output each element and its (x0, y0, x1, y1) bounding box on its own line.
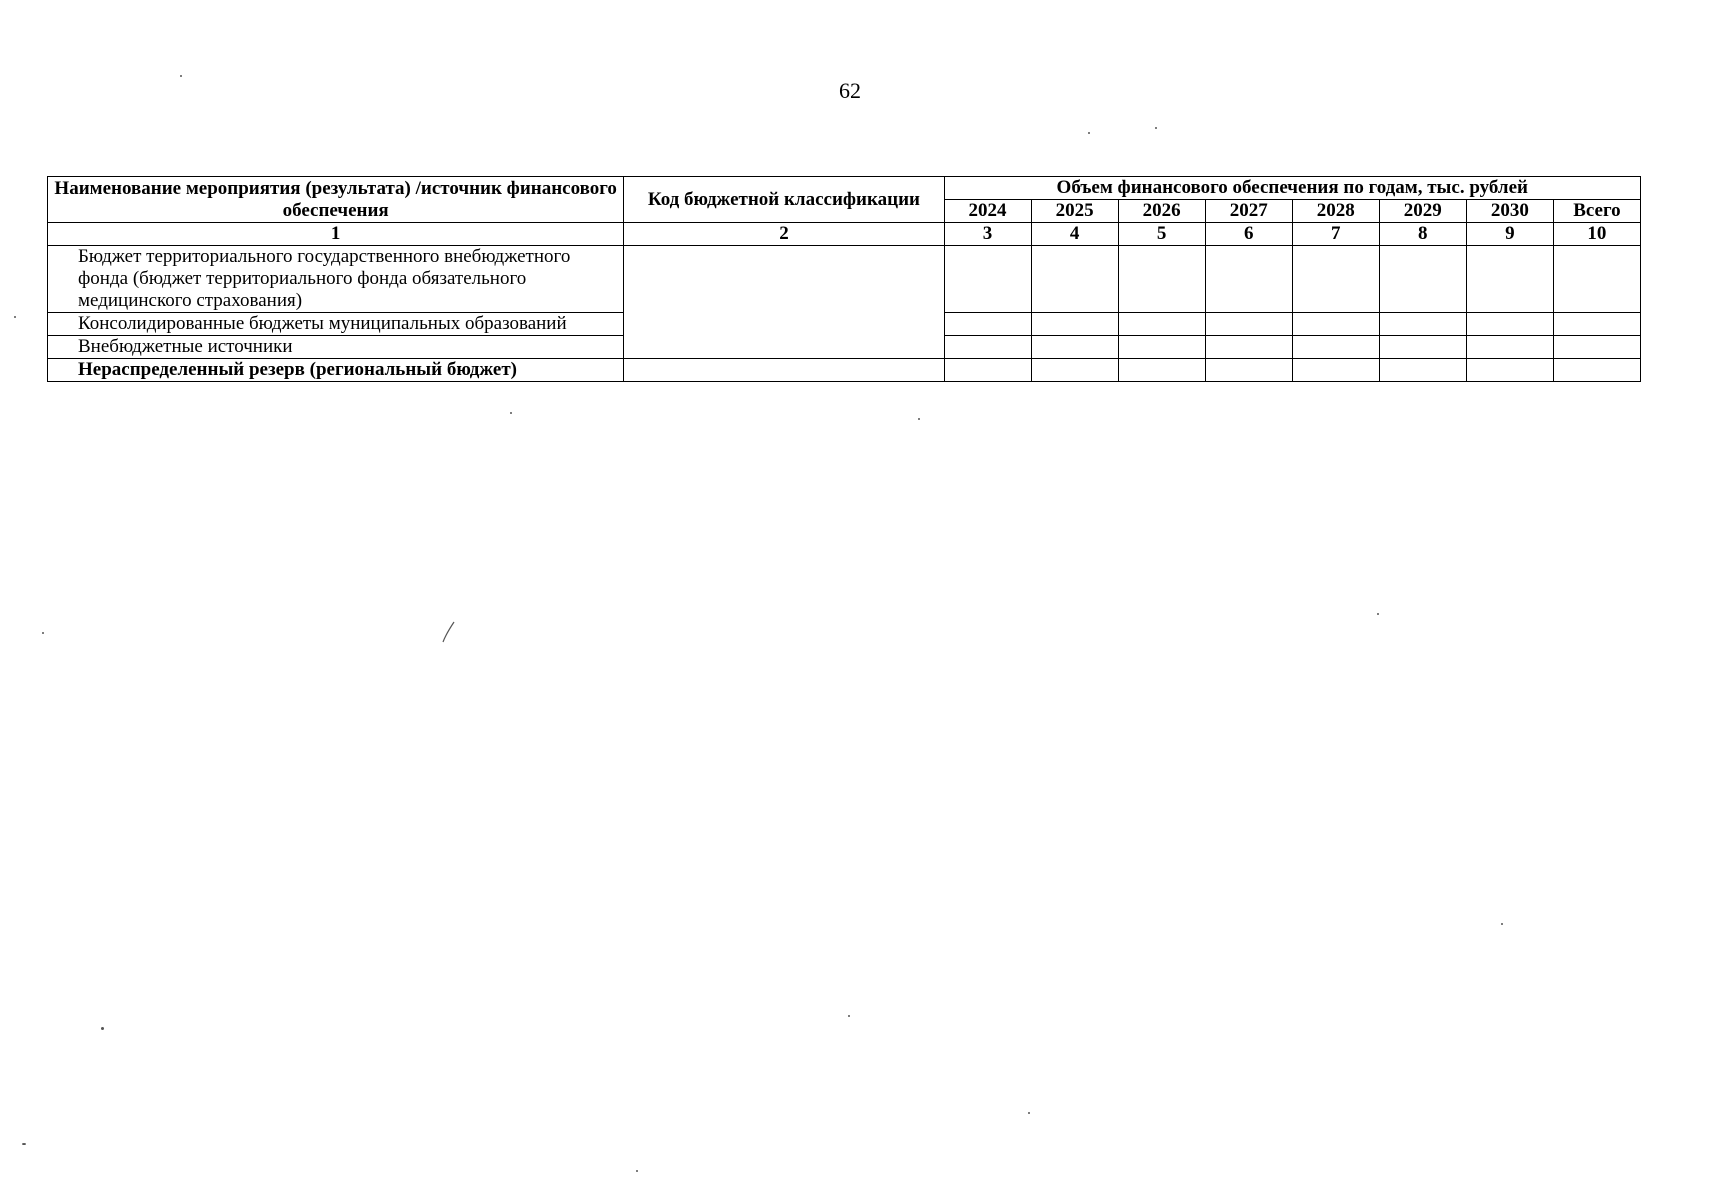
value-cell (1292, 359, 1379, 382)
scan-speck (848, 1015, 850, 1017)
value-cell (1379, 359, 1466, 382)
column-number: 1 (48, 223, 624, 246)
row-code-cell (624, 246, 944, 359)
value-cell (1031, 336, 1118, 359)
value-cell (1292, 313, 1379, 336)
row-name: Внебюджетные источники (48, 336, 624, 359)
value-cell (1205, 359, 1292, 382)
column-number: 8 (1379, 223, 1466, 246)
value-cell (1205, 246, 1292, 313)
value-cell (1118, 336, 1205, 359)
value-cell (1466, 313, 1553, 336)
page-number: 62 (839, 78, 861, 103)
scan-speck (1501, 923, 1503, 925)
header-total: Всего (1553, 200, 1640, 223)
value-cell (1031, 359, 1118, 382)
scan-speck (636, 1170, 638, 1172)
row-name: Бюджет территориального государственного внебюджетного фонда (бюджет территориального фонда обязательного медицинского страхования) (48, 246, 624, 313)
row-code-cell (624, 359, 944, 382)
header-year: 2026 (1118, 200, 1205, 223)
scan-speck (918, 418, 920, 420)
header-year: 2030 (1466, 200, 1553, 223)
value-cell (944, 313, 1031, 336)
column-number: 9 (1466, 223, 1553, 246)
scan-speck (22, 1143, 26, 1145)
value-cell (1205, 313, 1292, 336)
value-cell (1379, 313, 1466, 336)
value-cell (1553, 313, 1640, 336)
value-cell (1031, 313, 1118, 336)
header-year: 2029 (1379, 200, 1466, 223)
header-year: 2024 (944, 200, 1031, 223)
value-cell (1553, 246, 1640, 313)
value-cell (1466, 359, 1553, 382)
value-cell (1118, 313, 1205, 336)
header-year: 2028 (1292, 200, 1379, 223)
scan-speck (1088, 132, 1090, 134)
column-number-row (48, 223, 1641, 246)
header-row-1 (48, 177, 1641, 200)
column-number: 3 (944, 223, 1031, 246)
row-name: Нераспределенный резерв (региональный бюджет) (48, 359, 624, 382)
scan-speck (101, 1027, 104, 1030)
header-year: 2025 (1031, 200, 1118, 223)
header-volume-group: Объем финансового обеспечения по годам, тыс. рублей (944, 177, 1640, 200)
value-cell (1379, 336, 1466, 359)
value-cell (1118, 359, 1205, 382)
column-number: 2 (624, 223, 944, 246)
value-cell (1031, 246, 1118, 313)
financing-table (47, 176, 1641, 382)
scan-speck (1155, 127, 1157, 129)
column-number: 4 (1031, 223, 1118, 246)
column-number: 10 (1553, 223, 1640, 246)
header-name-column: Наименование мероприятия (результата) /источник финансового обеспечения (48, 177, 624, 223)
scan-speck (1377, 613, 1379, 615)
value-cell (1553, 359, 1640, 382)
scan-speck (180, 75, 182, 77)
scan-speck (510, 412, 512, 414)
value-cell (1553, 336, 1640, 359)
column-number: 5 (1118, 223, 1205, 246)
value-cell (944, 246, 1031, 313)
column-number: 6 (1205, 223, 1292, 246)
header-year: 2027 (1205, 200, 1292, 223)
value-cell (944, 336, 1031, 359)
value-cell (1466, 336, 1553, 359)
scan-speck (1028, 1112, 1030, 1114)
value-cell (1379, 246, 1466, 313)
column-number: 7 (1292, 223, 1379, 246)
header-code-column: Код бюджетной классификации (624, 177, 944, 223)
table-row (48, 246, 1641, 313)
scan-speck (14, 316, 16, 318)
scan-pen-mark (438, 620, 458, 646)
scan-speck (42, 632, 44, 634)
value-cell (944, 359, 1031, 382)
table-row (48, 359, 1641, 382)
value-cell (1466, 246, 1553, 313)
value-cell (1118, 246, 1205, 313)
value-cell (1205, 336, 1292, 359)
row-name: Консолидированные бюджеты муниципальных образований (48, 313, 624, 336)
value-cell (1292, 246, 1379, 313)
value-cell (1292, 336, 1379, 359)
